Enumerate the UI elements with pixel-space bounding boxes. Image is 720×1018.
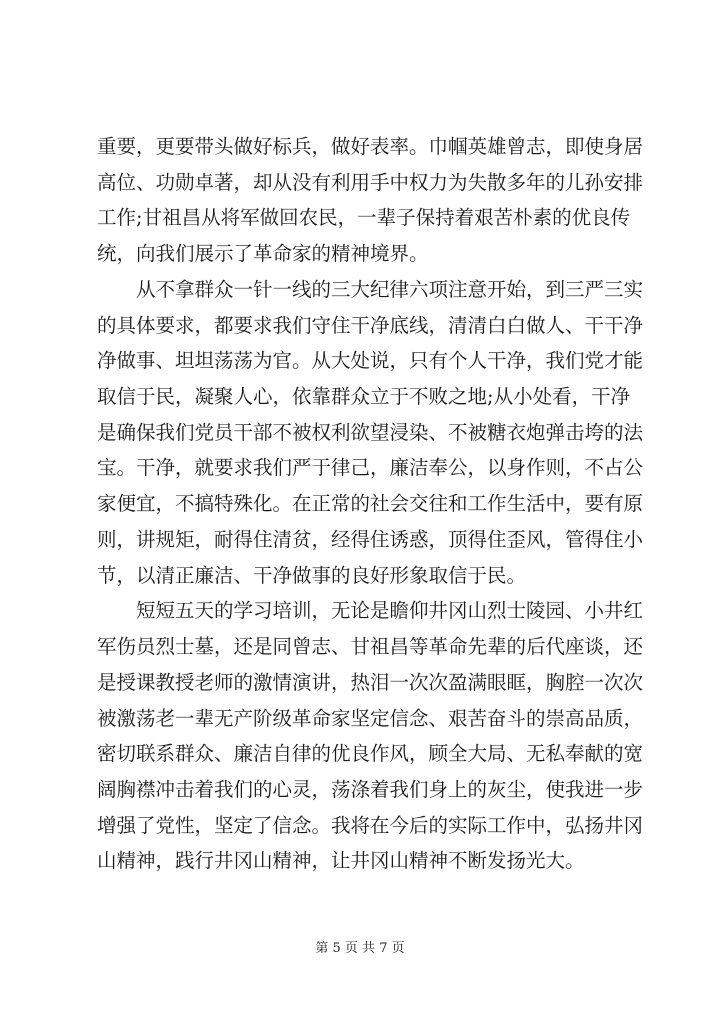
text-line: 宝。干净，就要求我们严于律己，廉洁奉公，以身作则，不占公 [97, 456, 644, 479]
text-line: 是授课教授老师的激情演讲，热泪一次次盈满眼眶，胸腔一次次 [97, 671, 644, 694]
page-number: 第 5 页 共 7 页 [315, 941, 405, 956]
text-line: 阔胸襟冲击着我们的心灵，荡涤着我们身上的灰尘，使我进一步 [97, 778, 644, 801]
text-line: 的具体要求，都要求我们守住干净底线，清清白白做人、干干净 [97, 314, 644, 337]
text-line: 军伤员烈士墓，还是同曾志、甘祖昌等革命先辈的后代座谈，还 [97, 635, 644, 658]
text-line: 工作;甘祖昌从将军做回农民，一辈子保持着艰苦朴素的优良传 [97, 206, 631, 229]
text-line: 净做事、坦坦荡荡为官。从大处说，只有个人干净，我们党才能 [97, 349, 644, 372]
text-line: 取信于民，凝聚人心，依靠群众立于不败之地;从小处看，干净 [97, 385, 631, 408]
text-line: 增强了党性，坚定了信念。我将在今后的实际工作中，弘扬井冈 [97, 814, 644, 837]
text-line: 重要，更要带头做好标兵，做好表率。巾帼英雄曾志，即使身居 [97, 135, 644, 158]
text-line: 山精神，践行井冈山精神，让井冈山精神不断发扬光大。 [97, 849, 585, 872]
text-line: 则，讲规矩，耐得住清贫，经得住诱惑，顶得住歪风，管得住小 [97, 528, 644, 551]
text-line: 节，以清正廉洁、干净做事的良好形象取信于民。 [97, 564, 527, 587]
text-line: 是确保我们党员干部不被权利欲望浸染、不被糖衣炮弹击垮的法 [97, 421, 644, 444]
text-line: 家便宜，不搞特殊化。在正常的社会交往和工作生活中，要有原 [97, 492, 644, 515]
text-line: 高位、功勋卓著，却从没有利用手中权力为失散多年的儿孙安排 [97, 171, 644, 194]
text-line: 被激荡老一辈无产阶级革命家坚定信念、艰苦奋斗的崇高品质， [97, 707, 644, 730]
text-line: 统，向我们展示了革命家的精神境界。 [97, 242, 429, 265]
paragraph-first-line: 短短五天的学习培训，无论是瞻仰井冈山烈士陵园、小井红 [136, 599, 644, 622]
paragraph-first-line: 从不拿群众一针一线的三大纪律六项注意开始，到三严三实 [136, 278, 644, 301]
text-line: 密切联系群众、廉洁自律的优良作风，顾全大局、无私奉献的宽 [97, 742, 644, 765]
